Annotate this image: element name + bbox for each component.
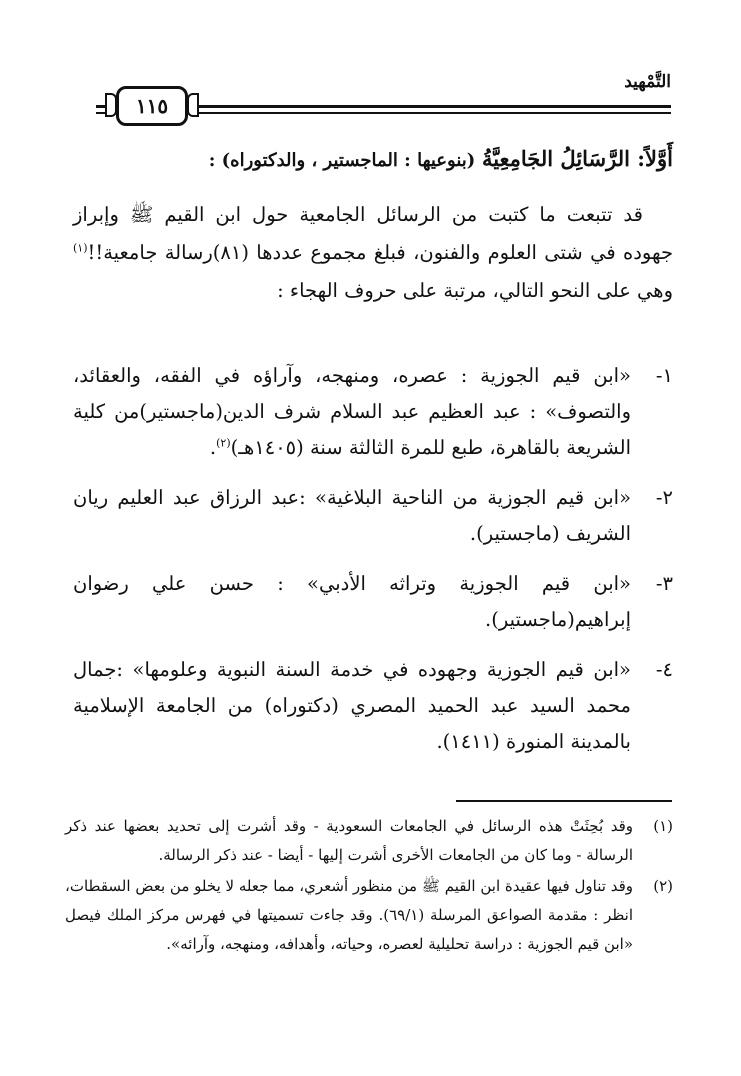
footnote-number: (١): [653, 817, 673, 835]
page-number-frame: [116, 86, 188, 126]
list-item-text: «ابن قيم الجوزية من الناحية البلاغية» :عبد الرزاق عبد العليم ريان الشريف (ماجستير).: [73, 486, 631, 545]
footnotes: [65, 812, 673, 961]
list-item-tail: .: [209, 436, 217, 459]
section-heading: [73, 144, 673, 176]
intro-text: قد تتبعت ما كتبت من الرسائل الجامعية حول ابن القيم ﷺ وإبراز جهوده في شتى العلوم والفنون، فبلغ مجموع عددها (٨١)رسالة جامعية!!: [73, 203, 673, 264]
footnote-divider: [456, 800, 672, 802]
intro-paragraph: [73, 196, 673, 310]
footnote: [65, 872, 673, 959]
list-item: [73, 480, 673, 552]
list-item-body: «ابن قيم الجوزية : عصره، ومنهجه، وآراؤه في الفقه، والعقائد، والتصوف» : عبد العظيم عبد السلام شرف الدين(ماجستير)من كلية الشريعة بالقاهرة، طبع للمرة الثالثة سنة (١٤٠٥هـ): [73, 364, 631, 459]
footnote-number: (٢): [653, 877, 673, 895]
list-item-number: ٤-: [655, 658, 673, 681]
intro-text-tail: وهي على النحو التالي، مرتبة على حروف الهجاء :: [277, 279, 673, 302]
footnote-ref: (١): [73, 241, 88, 255]
list-item-text: [73, 358, 631, 466]
list-item-number: ٢-: [655, 486, 673, 509]
footnote-ref: (٢): [216, 436, 231, 450]
list-item-text: «ابن قيم الجوزية وجهوده في خدمة السنة النبوية وعلومها» :جمال محمد السيد عبد الحميد المصري (دكتوراه) من الجامعة الإسلامية بالمدينة المنورة (١٤١١).: [73, 658, 631, 753]
section-heading-main: أَوَّلاً: الرَّسَائِلُ الجَامِعِيَّةُ: [481, 146, 673, 171]
thesis-list: [73, 358, 673, 774]
list-item-number: ١-: [655, 364, 673, 387]
footnote: [65, 812, 673, 870]
chapter-title: التَّمْهيد: [624, 72, 671, 92]
list-item: [73, 358, 673, 466]
list-item-number: ٣-: [655, 572, 673, 595]
list-item: [73, 566, 673, 638]
page-header: [96, 70, 671, 130]
page-number: ١١٥: [135, 94, 169, 118]
list-item-text: «ابن قيم الجوزية وتراثه الأدبي» : حسن علي رضوان إبراهيم(ماجستير).: [73, 572, 631, 631]
list-item: [73, 652, 673, 760]
footnote-text: وقد بُحِثَتْ هذه الرسائل في الجامعات السعودية - وقد أشرت إلى تحديد بعضها عند ذكر الرسالة - وما كان من الجامعات الأخرى أشرت إليها - أيضا - عند ذكر الرسالة.: [65, 817, 633, 864]
section-heading-sub: (بنوعيها : الماجستير ، والدكتوراه) :: [208, 150, 476, 171]
footnote-text: وقد تناول فيها عقيدة ابن القيم ﷺ من منظور أشعري، مما جعله لا يخلو من بعض السقطات، انظر : مقدمة الصواعق المرسلة (٦٩/١). وقد جاءت تسميتها في فهرس مركز الملك فيصل «ابن قيم الجوزية : دراسة تحليلية لعصره، وحياته، وأهدافه، ومنهجه، وآرائه».: [65, 877, 633, 953]
